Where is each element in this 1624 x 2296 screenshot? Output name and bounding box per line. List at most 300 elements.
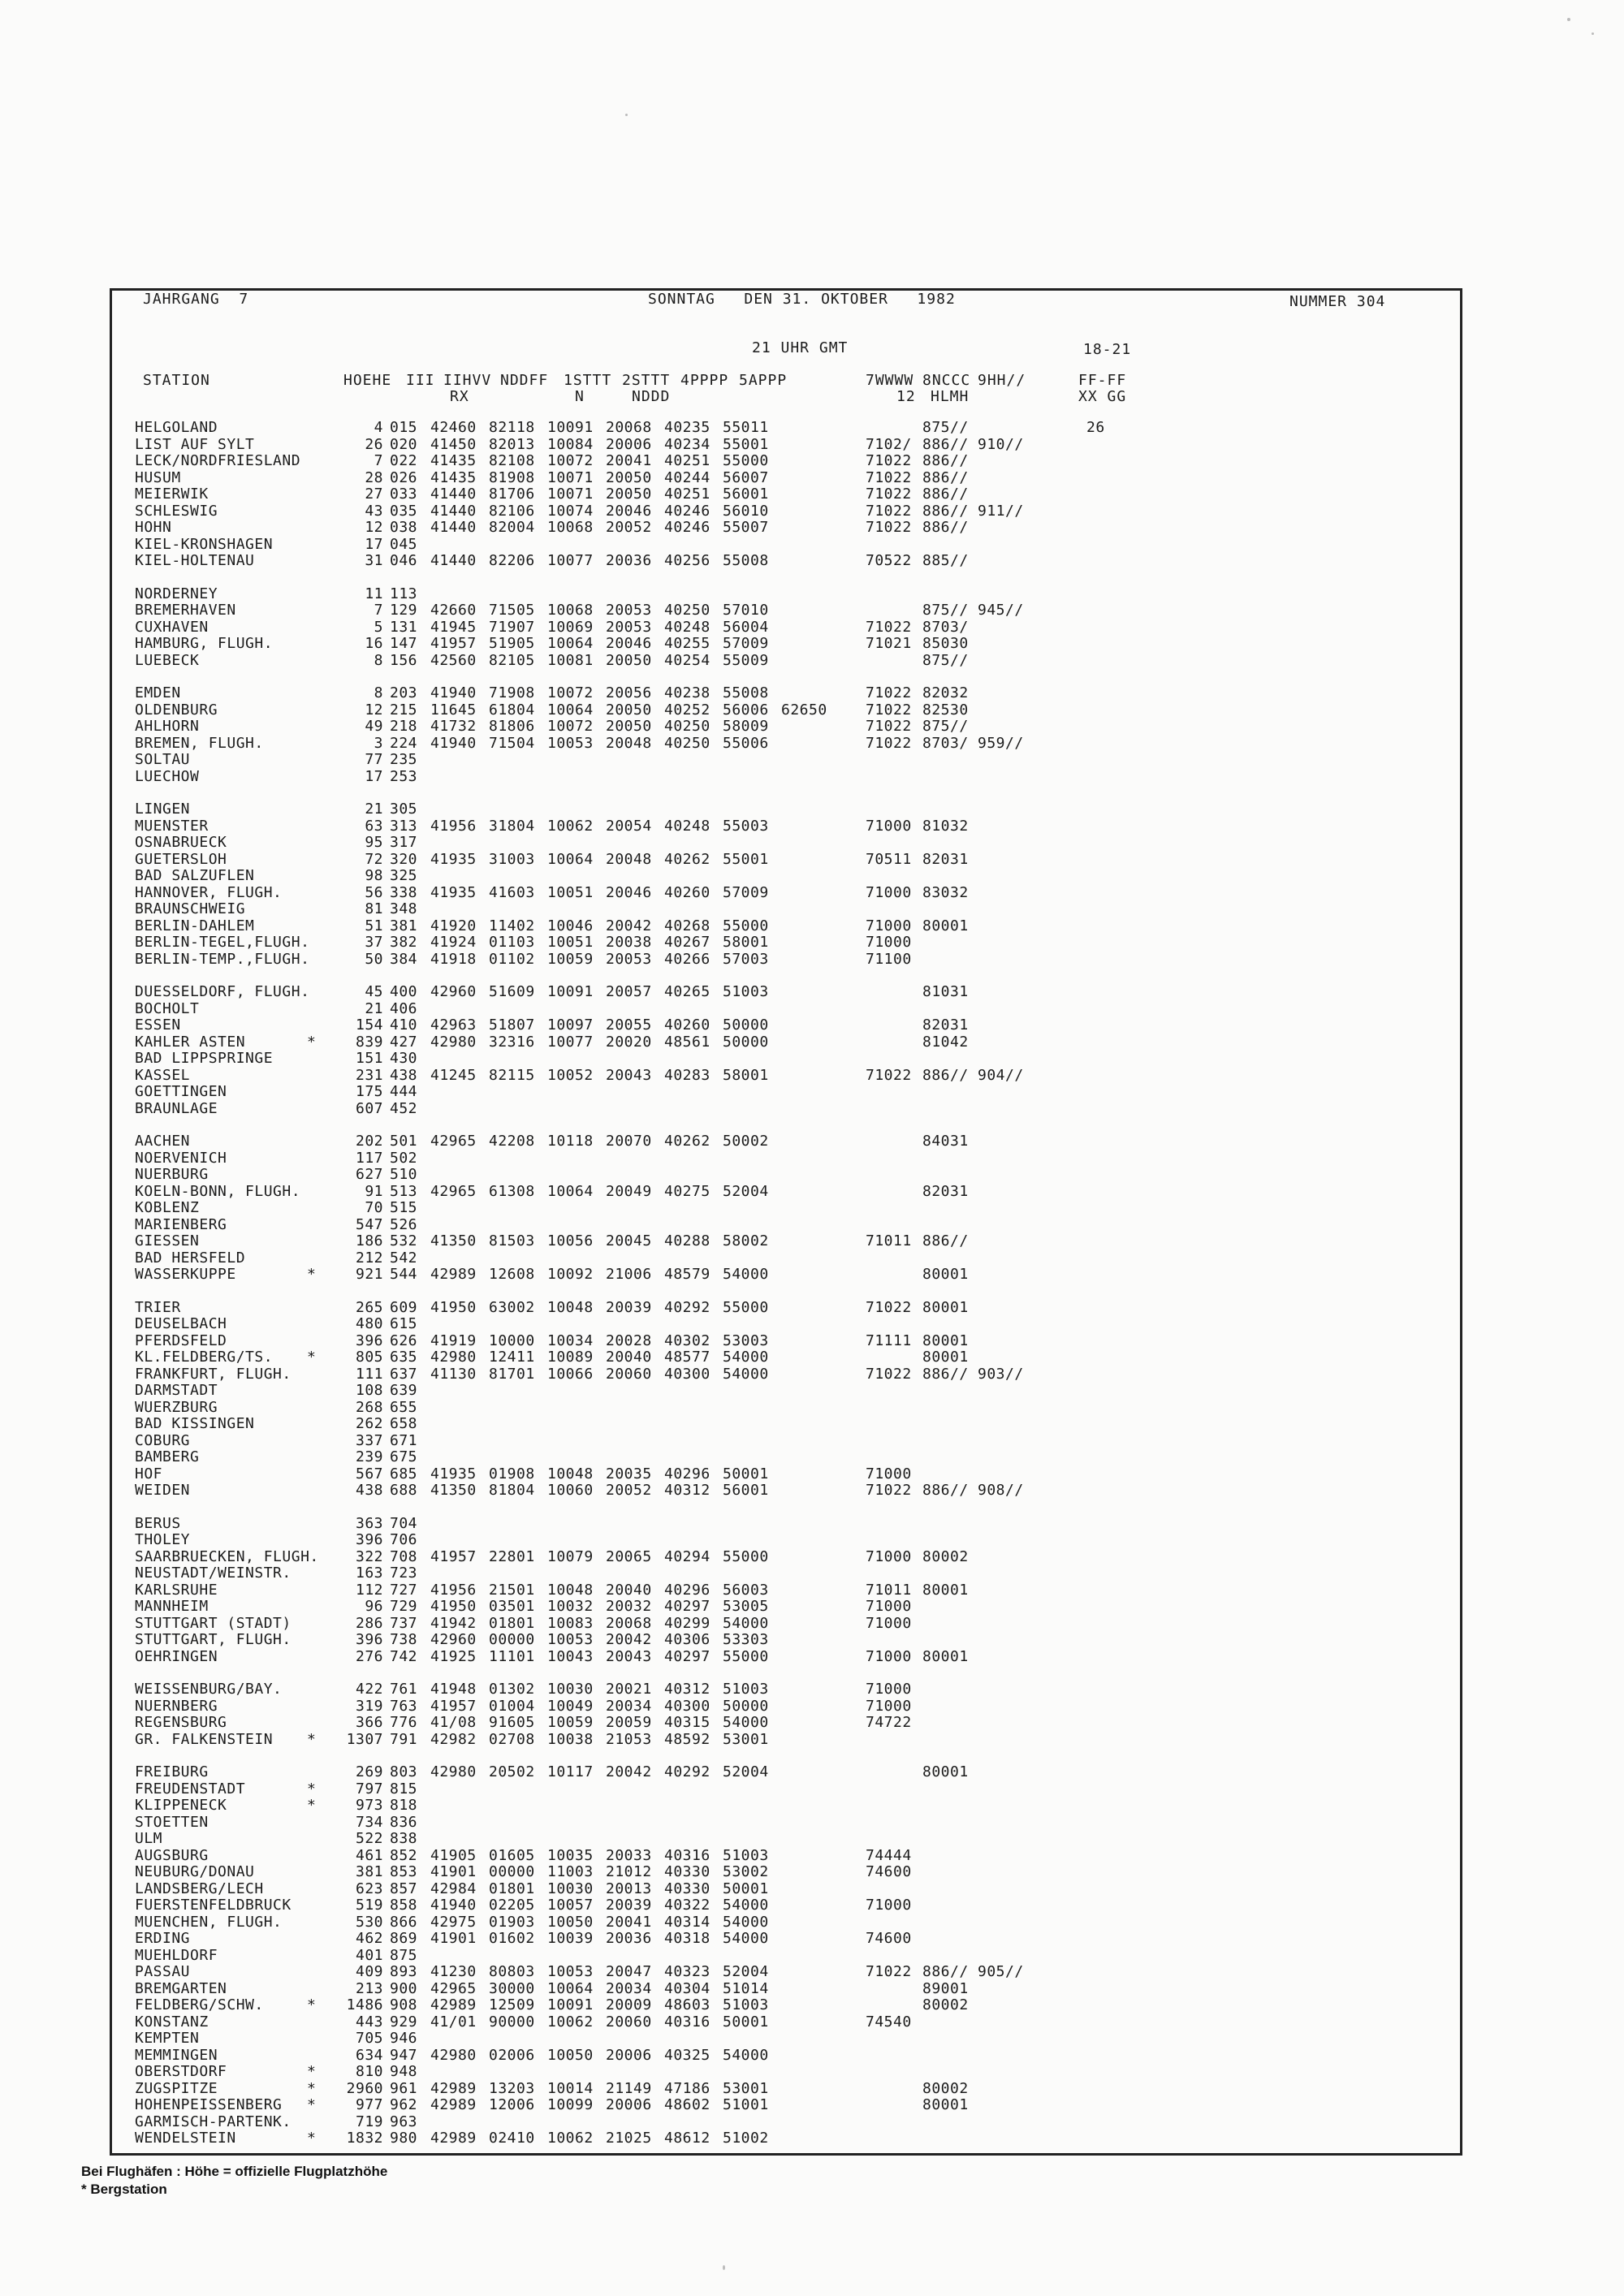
group7-value: 71022 [866, 1482, 912, 1499]
group1-value: 10089 [547, 1349, 594, 1366]
group5-value: 53003 [723, 1331, 769, 1349]
station-name: BREMERHAVEN [135, 602, 236, 619]
group4-value: 40234 [664, 435, 710, 453]
group4-value: 40244 [664, 468, 710, 486]
iihvv-value: 42960 [430, 1631, 477, 1648]
group5-value: 51003 [723, 983, 769, 1000]
hoehe-value: 634 [355, 2046, 383, 2064]
group1-value: 10091 [547, 419, 594, 436]
station-name: OEHRINGEN [135, 1647, 218, 1665]
nddff-value: 51807 [489, 1016, 535, 1034]
group9-value: 911// [978, 502, 1024, 520]
iii-value: 515 [390, 1199, 418, 1216]
nddff-value: 30000 [489, 1979, 535, 1997]
nddff-value: 02410 [489, 2130, 535, 2147]
group2-value: 20053 [606, 618, 652, 636]
group2-value: 20042 [606, 1631, 652, 1648]
iihvv-value: 41245 [430, 1066, 477, 1084]
nddff-value: 81701 [489, 1365, 535, 1383]
table-row [112, 1183, 1465, 1199]
hoehe-value: 212 [355, 1249, 383, 1267]
iii-value: 510 [390, 1166, 418, 1183]
hoehe-value: 265 [355, 1298, 383, 1316]
group7-value: 74600 [866, 1930, 912, 1947]
group4-value: 40312 [664, 1482, 710, 1499]
table-row [112, 2096, 1465, 2113]
group1-value: 10077 [547, 1033, 594, 1051]
group1-value: 10056 [547, 1232, 594, 1249]
iihvv-value: 41901 [430, 1930, 477, 1947]
station-name: WEIDEN [135, 1482, 191, 1499]
iii-value: 305 [390, 801, 418, 818]
group8-value: 886// [922, 1365, 969, 1383]
group2-value: 20050 [606, 486, 652, 503]
nddff-value: 10000 [489, 1331, 535, 1349]
station-name: NEUBURG/DONAU [135, 1863, 255, 1880]
iii-value: 706 [390, 1531, 418, 1548]
station-name: HOHN [135, 519, 172, 536]
group5-value: 57010 [723, 602, 769, 619]
group2-value: 20043 [606, 1066, 652, 1084]
nddff-value: 02708 [489, 1730, 535, 1748]
group5-value: 54000 [723, 1913, 769, 1931]
group8-value: 85030 [922, 635, 969, 652]
hoehe-value: 95 [365, 834, 383, 851]
iihvv-value: 41/08 [430, 1714, 477, 1731]
iihvv-value: 41950 [430, 1298, 477, 1316]
mountain-marker: * [307, 2079, 317, 2097]
nddff-value: 00000 [489, 1631, 535, 1648]
hoehe-value: 262 [355, 1415, 383, 1432]
hoehe-value: 91 [365, 1182, 383, 1200]
station-name: FUERSTENFELDBRUCK [135, 1897, 292, 1914]
station-name: AACHEN [135, 1133, 191, 1150]
group5-value: 55007 [723, 519, 769, 536]
group5-value: 50001 [723, 1880, 769, 1897]
group5-value: 52004 [723, 1763, 769, 1780]
table-row [112, 1166, 1465, 1182]
group5-value: 58001 [723, 934, 769, 951]
table-row [112, 751, 1465, 767]
station-name: HAMBURG, FLUGH. [135, 635, 274, 652]
table-row [112, 1432, 1465, 1448]
col-5appp: 5APPP [739, 372, 788, 389]
report-frame [110, 288, 1462, 2156]
group1-value: 10079 [547, 1547, 594, 1565]
group5-value: 57003 [723, 950, 769, 968]
hoehe-value: 31 [365, 552, 383, 569]
iii-value: 962 [390, 2096, 418, 2113]
table-row [112, 2047, 1465, 2063]
group8-value: 875// [922, 718, 969, 735]
iihvv-value: 41935 [430, 1465, 477, 1482]
station-name: LUEBECK [135, 651, 200, 669]
group8-value: 89001 [922, 1979, 969, 1997]
iii-value: 544 [390, 1266, 418, 1283]
group4-value: 40255 [664, 635, 710, 652]
station-name: BRAUNSCHWEIG [135, 900, 246, 917]
iii-value: 803 [390, 1763, 418, 1780]
col-4pppp: 4PPPP [680, 372, 729, 389]
group2-value: 20032 [606, 1598, 652, 1615]
col-iihvv: IIHVV [443, 372, 492, 389]
iihvv-value: 42965 [430, 1979, 477, 1997]
hoehe-value: 27 [365, 486, 383, 503]
iii-value: 742 [390, 1647, 418, 1665]
hoehe-value: 186 [355, 1232, 383, 1249]
iihvv-value: 41130 [430, 1365, 477, 1383]
group2-value: 20060 [606, 1365, 652, 1383]
iii-value: 253 [390, 767, 418, 785]
nddff-value: 51905 [489, 635, 535, 652]
iihvv-value: 41919 [430, 1331, 477, 1349]
group1-value: 10081 [547, 651, 594, 669]
group2-value: 21025 [606, 2130, 652, 2147]
hoehe-value: 70 [365, 1199, 383, 1216]
hoehe-value: 231 [355, 1066, 383, 1084]
iii-value: 791 [390, 1730, 418, 1748]
group5-value: 50000 [723, 1033, 769, 1051]
col-iihvv-sub: RX [450, 388, 469, 405]
station-name: NUERBURG [135, 1166, 209, 1183]
station-name: LINGEN [135, 801, 191, 818]
group1-value: 10062 [547, 2013, 594, 2031]
mountain-marker: * [307, 1780, 317, 1798]
hoehe-value: 409 [355, 1963, 383, 1980]
group5-value: 57009 [723, 635, 769, 652]
group1-value: 10064 [547, 701, 594, 719]
table-row [112, 2113, 1465, 2130]
group4-value: 40292 [664, 1298, 710, 1316]
iii-value: 609 [390, 1298, 418, 1316]
group2-value: 20021 [606, 1681, 652, 1698]
iii-value: 325 [390, 867, 418, 884]
hoehe-value: 623 [355, 1880, 383, 1897]
group2-value: 20046 [606, 635, 652, 652]
table-row [112, 1216, 1465, 1232]
group5-value: 55000 [723, 917, 769, 934]
nddff-value: 01602 [489, 1930, 535, 1947]
table-row [112, 1100, 1465, 1116]
group2-value: 20042 [606, 917, 652, 934]
group8-value: 80001 [922, 1331, 969, 1349]
station-name: BREMEN, FLUGH. [135, 734, 264, 752]
hoehe-value: 797 [355, 1780, 383, 1798]
group6-value: 62650 [781, 701, 827, 719]
station-name: DEUSELBACH [135, 1315, 227, 1332]
group5-value: 50001 [723, 1465, 769, 1482]
hoehe-value: 461 [355, 1846, 383, 1864]
col-8nccc: 8NCCC [922, 372, 971, 389]
table-row [112, 602, 1465, 618]
group2-value: 20040 [606, 1349, 652, 1366]
iii-value: 963 [390, 2113, 418, 2130]
group8-value: 80002 [922, 1547, 969, 1565]
table-row [112, 1050, 1465, 1066]
hoehe-value: 43 [365, 502, 383, 520]
table-row [112, 1299, 1465, 1315]
iii-value: 147 [390, 635, 418, 652]
group5-value: 54000 [723, 1349, 769, 1366]
col-2sttt-sub: NDDD [632, 388, 671, 405]
group1-value: 10068 [547, 519, 594, 536]
group4-value: 40297 [664, 1598, 710, 1615]
group2-value: 20053 [606, 950, 652, 968]
group2-value: 20006 [606, 435, 652, 453]
nddff-value: 11402 [489, 917, 535, 934]
group1-value: 11003 [547, 1863, 594, 1880]
group4-value: 40265 [664, 983, 710, 1000]
group8-value: 80001 [922, 1349, 969, 1366]
table-row [112, 486, 1465, 502]
group4-value: 40318 [664, 1930, 710, 1947]
hoehe-value: 839 [355, 1033, 383, 1051]
iii-value: 382 [390, 934, 418, 951]
nddff-value: 81806 [489, 718, 535, 735]
group1-value: 10074 [547, 502, 594, 520]
group7-value: 71000 [866, 934, 912, 951]
iii-value: 444 [390, 1083, 418, 1100]
group1-value: 10014 [547, 2079, 594, 2097]
iii-value: 026 [390, 468, 418, 486]
station-name: BAD LIPPSPRINGE [135, 1050, 274, 1067]
group2-value: 20041 [606, 1913, 652, 1931]
group7-value: 71022 [866, 618, 912, 636]
table-row [112, 801, 1465, 817]
group1-value: 10053 [547, 1631, 594, 1648]
group4-value: 40275 [664, 1182, 710, 1200]
hoehe-value: 56 [365, 883, 383, 901]
station-name: HANNOVER, FLUGH. [135, 883, 283, 901]
observation-time: 21 UHR GMT [752, 339, 849, 356]
group4-value: 40250 [664, 602, 710, 619]
iihvv-value: 42989 [430, 2079, 477, 2097]
group2-value: 20048 [606, 734, 652, 752]
hoehe-value: 337 [355, 1431, 383, 1449]
group2-value: 20068 [606, 1614, 652, 1632]
group5-value: 56001 [723, 486, 769, 503]
table-row [112, 1780, 1465, 1797]
group8-value: 875// [922, 602, 969, 619]
iii-value: 406 [390, 999, 418, 1017]
hoehe-value: 627 [355, 1166, 383, 1183]
col-ff-ff: FF-FF [1078, 372, 1127, 389]
group2-value: 20059 [606, 1714, 652, 1731]
group4-value: 40248 [664, 618, 710, 636]
station-name: FREUDENSTADT [135, 1780, 246, 1798]
iihvv-value: 41440 [430, 486, 477, 503]
group1-value: 10062 [547, 2130, 594, 2147]
hoehe-value: 7 [374, 602, 383, 619]
group7-value: 71000 [866, 1697, 912, 1715]
table-row [112, 1067, 1465, 1083]
nddff-value: 00000 [489, 1863, 535, 1880]
group4-value: 40325 [664, 2046, 710, 2064]
group5-value: 55008 [723, 684, 769, 701]
iii-value: 038 [390, 519, 418, 536]
group5-value: 55008 [723, 552, 769, 569]
table-row [112, 1465, 1465, 1482]
mountain-marker: * [307, 2063, 317, 2080]
iii-value: 501 [390, 1133, 418, 1150]
group2-value: 20046 [606, 883, 652, 901]
group2-value: 20036 [606, 1930, 652, 1947]
hoehe-value: 11 [365, 585, 383, 602]
nddff-value: 81804 [489, 1482, 535, 1499]
station-name: KLIPPENECK [135, 1797, 227, 1814]
group8-value: 84031 [922, 1133, 969, 1150]
group5-value: 55000 [723, 452, 769, 469]
group7-value: 71000 [866, 1681, 912, 1698]
table-row [112, 934, 1465, 950]
table-row [112, 851, 1465, 867]
group1-value: 10059 [547, 1714, 594, 1731]
group2-value: 20056 [606, 684, 652, 701]
station-name: MUENSTER [135, 817, 209, 835]
iii-value: 685 [390, 1465, 418, 1482]
group7-value: 71011 [866, 1232, 912, 1249]
group4-value: 40294 [664, 1547, 710, 1565]
nddff-value: 91605 [489, 1714, 535, 1731]
group8-value: 82031 [922, 1016, 969, 1034]
group1-value: 10071 [547, 486, 594, 503]
group7-value: 74444 [866, 1846, 912, 1864]
group7-value: 71022 [866, 519, 912, 536]
group4-value: 40323 [664, 1963, 710, 1980]
group5-value: 55000 [723, 1298, 769, 1316]
table-row [112, 1349, 1465, 1365]
station-name: COBURG [135, 1431, 191, 1449]
iii-value: 818 [390, 1797, 418, 1814]
iii-value: 427 [390, 1033, 418, 1051]
group4-value: 48602 [664, 2096, 710, 2113]
group1-value: 10097 [547, 1016, 594, 1034]
group1-value: 10048 [547, 1465, 594, 1482]
table-row [112, 1963, 1465, 1979]
hoehe-value: 175 [355, 1083, 383, 1100]
group7-value: 71022 [866, 1298, 912, 1316]
group4-value: 40314 [664, 1913, 710, 1931]
group4-value: 40246 [664, 502, 710, 520]
group2-value: 20013 [606, 1880, 652, 1897]
iii-value: 639 [390, 1382, 418, 1399]
group1-value: 10091 [547, 1996, 594, 2013]
group1-value: 10072 [547, 718, 594, 735]
group7-value: 71022 [866, 452, 912, 469]
station-name: OBERSTDORF [135, 2063, 227, 2080]
group8-value: 81032 [922, 817, 969, 835]
nddff-value: 51609 [489, 983, 535, 1000]
iihvv-value: 41957 [430, 1697, 477, 1715]
iii-value: 738 [390, 1631, 418, 1648]
group1-value: 10071 [547, 468, 594, 486]
station-name: KASSEL [135, 1066, 191, 1084]
station-name: KIEL-HOLTENAU [135, 552, 255, 569]
iihvv-value: 42982 [430, 1730, 477, 1748]
iihvv-value: 41918 [430, 950, 477, 968]
mountain-marker: * [307, 2130, 317, 2147]
group5-value: 55003 [723, 817, 769, 835]
iii-value: 704 [390, 1514, 418, 1532]
station-name: NOERVENICH [135, 1149, 227, 1167]
hoehe-value: 480 [355, 1315, 383, 1332]
hoehe-value: 8 [374, 684, 383, 701]
group7-value: 71021 [866, 635, 912, 652]
hoehe-value: 462 [355, 1930, 383, 1947]
hoehe-value: 51 [365, 917, 383, 934]
group8-value: 886// [922, 468, 969, 486]
group2-value: 20009 [606, 1996, 652, 2013]
mountain-marker: * [307, 1996, 317, 2013]
group1-value: 10053 [547, 734, 594, 752]
hoehe-value: 567 [355, 1465, 383, 1482]
footnote-mountain-station: * Bergstation [81, 2182, 167, 2197]
table-row [112, 951, 1465, 967]
hoehe-value: 50 [365, 950, 383, 968]
group5-value: 50002 [723, 1133, 769, 1150]
station-name: BERLIN-TEMP.,FLUGH. [135, 950, 310, 968]
iihvv-value: 42560 [430, 651, 477, 669]
group2-value: 20042 [606, 1763, 652, 1780]
hoehe-value: 4 [374, 419, 383, 436]
hoehe-value: 977 [355, 2096, 383, 2113]
group2-value: 20068 [606, 419, 652, 436]
group4-value: 40251 [664, 486, 710, 503]
station-name: HOHENPEISSENBERG [135, 2096, 283, 2113]
col-1sttt: 1STTT [564, 372, 612, 389]
table-row [112, 1847, 1465, 1863]
iihvv-value: 41435 [430, 468, 477, 486]
table-row [112, 983, 1465, 999]
hoehe-value: 108 [355, 1382, 383, 1399]
table-row [112, 2130, 1465, 2146]
hoehe-value: 319 [355, 1697, 383, 1715]
group5-value: 55000 [723, 1647, 769, 1665]
period-label: 18-21 [1083, 341, 1132, 358]
iihvv-value: 42989 [430, 1996, 477, 2013]
nddff-value: 71504 [489, 734, 535, 752]
gust-value: 26 [1086, 419, 1105, 436]
iii-value: 908 [390, 1996, 418, 2013]
hoehe-value: 1307 [346, 1730, 383, 1748]
group5-value: 50000 [723, 1016, 769, 1034]
group4-value: 40316 [664, 2013, 710, 2031]
hoehe-value: 719 [355, 2113, 383, 2130]
hoehe-value: 1832 [346, 2130, 383, 2147]
nddff-value: 20502 [489, 1763, 535, 1780]
station-name: KOBLENZ [135, 1199, 200, 1216]
table-row [112, 884, 1465, 900]
group4-value: 40267 [664, 934, 710, 951]
group4-value: 40238 [664, 684, 710, 701]
iihvv-value: 42963 [430, 1016, 477, 1034]
nddff-value: 11101 [489, 1647, 535, 1665]
group2-value: 20034 [606, 1979, 652, 1997]
table-row [112, 768, 1465, 784]
station-name: THOLEY [135, 1531, 191, 1548]
group7-value: 71000 [866, 1897, 912, 1914]
group4-value: 40250 [664, 718, 710, 735]
nddff-value: 01605 [489, 1846, 535, 1864]
hoehe-value: 12 [365, 701, 383, 719]
scan-speck [723, 2265, 725, 2270]
group8-value: 80002 [922, 2079, 969, 2097]
station-name: NEUSTADT/WEINSTR. [135, 1564, 292, 1582]
group5-value: 56007 [723, 468, 769, 486]
station-name: BOCHOLT [135, 999, 200, 1017]
nddff-value: 03501 [489, 1598, 535, 1615]
hoehe-value: 98 [365, 867, 383, 884]
